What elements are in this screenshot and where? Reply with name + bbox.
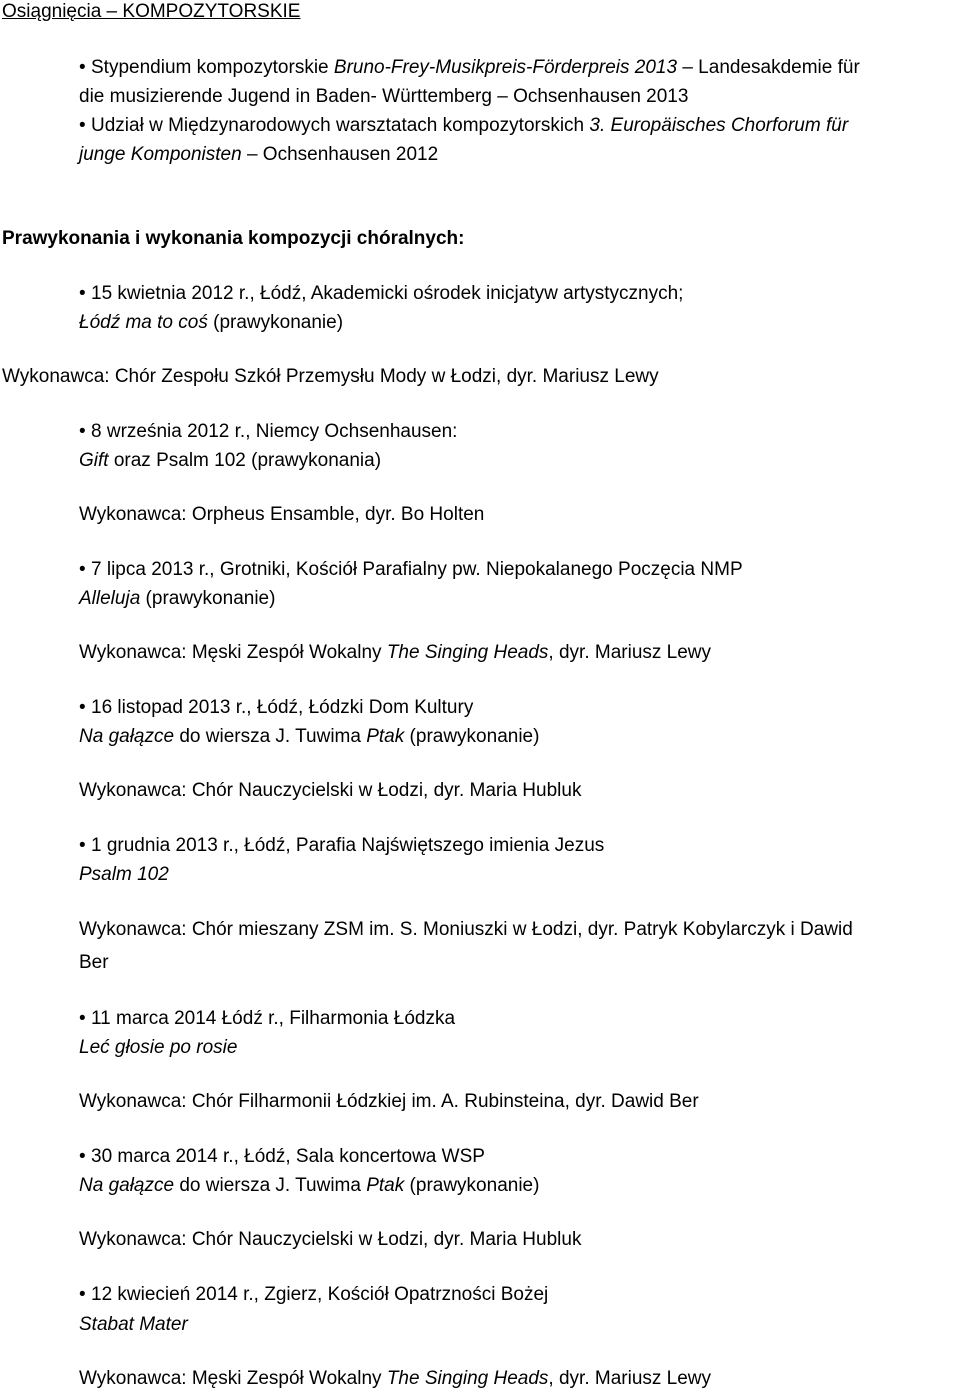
entry-performer: Wykonawca: Męski Zespół Wokalny The Singing Heads, dyr. Mariusz Lewy — [79, 642, 712, 663]
entry-work: Psalm 102 — [79, 864, 169, 885]
entry-work: Stabat Mater — [79, 1314, 188, 1335]
scholarship-item: • Udział w Międzynarodowych warsztatach kompozytorskich 3. Europäisches Chorforum für — [79, 115, 849, 136]
entry-work: Na gałązce do wiersza J. Tuwima Ptak (prawykonanie) — [79, 726, 540, 747]
entry-work: Na gałązce do wiersza J. Tuwima Ptak (prawykonanie) — [79, 1175, 540, 1196]
entry-performer-cont: Ber — [79, 952, 109, 973]
entry-work: Gift oraz Psalm 102 (prawykonania) — [79, 450, 382, 471]
entry-performer: Wykonawca: Męski Zespół Wokalny The Singing Heads, dyr. Mariusz Lewy — [79, 1368, 712, 1389]
entry-work: Leć głosie po rosie — [79, 1037, 238, 1058]
entry-work: Alleluja (prawykonanie) — [79, 588, 276, 609]
entry-date: • 16 listopad 2013 r., Łódź, Łódzki Dom Kultury — [79, 697, 474, 718]
entry-date: • 11 marca 2014 Łódź r., Filharmonia Łódzka — [79, 1008, 456, 1029]
entry-date: • 7 lipca 2013 r., Grotniki, Kościół Parafialny pw. Niepokalanego Poczęcia NMP — [79, 559, 743, 580]
scholarship-item-cont: junge Komponisten – Ochsenhausen 2012 — [79, 144, 439, 165]
entry-date: • 30 marca 2014 r., Łódź, Sala koncertowa WSP — [79, 1146, 485, 1167]
entry-performer: Wykonawca: Chór mieszany ZSM im. S. Moniuszki w Łodzi, dyr. Patryk Kobylarczyk i Dawid — [79, 919, 853, 940]
entry-date: • 8 września 2012 r., Niemcy Ochsenhausen: — [79, 421, 458, 442]
entry-date: • 12 kwiecień 2014 r., Zgierz, Kościół Opatrzności Bożej — [79, 1284, 549, 1305]
entry-performer: Wykonawca: Chór Nauczycielski w Łodzi, dyr. Maria Hubluk — [79, 780, 582, 801]
scholarship-item: • Stypendium kompozytorskie Bruno-Frey-Musikpreis-Förderpreis 2013 – Landesakdemie für — [79, 57, 860, 78]
entry-performer: Wykonawca: Chór Zespołu Szkół Przemysłu Mody w Łodzi, dyr. Mariusz Lewy — [2, 366, 659, 387]
section-title: Prawykonania i wykonania kompozycji chóralnych: — [2, 228, 465, 249]
entry-performer: Wykonawca: Chór Nauczycielski w Łodzi, dyr. Maria Hubluk — [79, 1229, 582, 1250]
entry-work: Łódź ma to coś (prawykonanie) — [79, 312, 344, 333]
entry-date: • 1 grudnia 2013 r., Łódź, Parafia Najświętszego imienia Jezus — [79, 835, 605, 856]
entry-performer: Wykonawca: Orpheus Ensamble, dyr. Bo Holten — [79, 504, 485, 525]
scholarship-item-cont: die musizierende Jugend in Baden- Württemberg – Ochsenhausen 2013 — [79, 86, 689, 107]
entry-date: • 15 kwietnia 2012 r., Łódź, Akademicki ośrodek inicjatyw artystycznych; — [79, 283, 684, 304]
entry-performer: Wykonawca: Chór Filharmonii Łódzkiej im. A. Rubinsteina, dyr. Dawid Ber — [79, 1091, 699, 1112]
page-heading: Osiągnięcia – KOMPOZYTORSKIE — [2, 1, 301, 22]
